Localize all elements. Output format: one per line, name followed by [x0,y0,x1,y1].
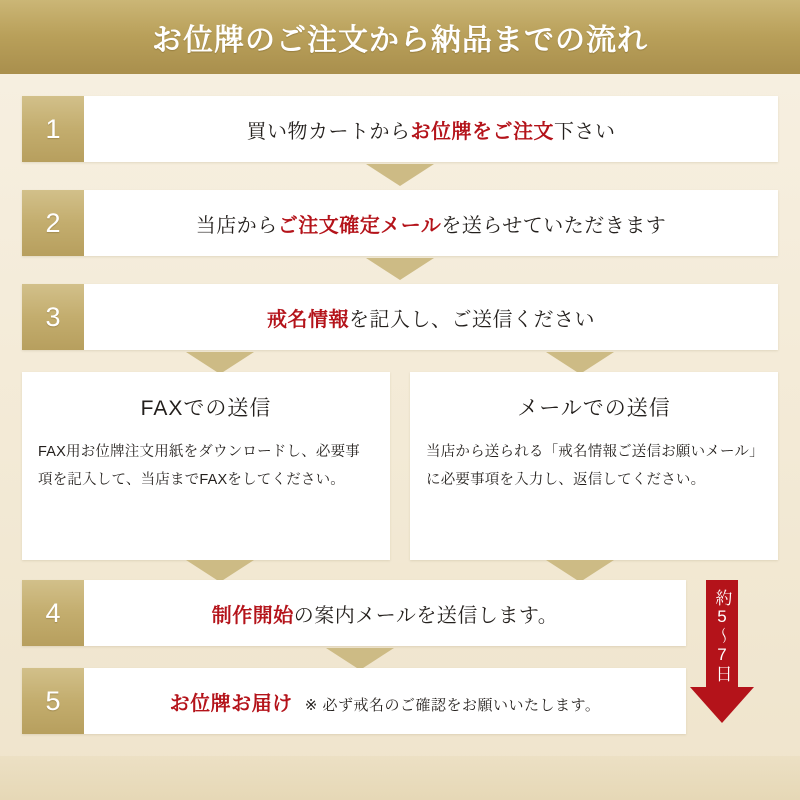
step-text-3 [267,303,595,332]
step-body-4 [84,580,686,646]
branch-text-fax: FAX用お位牌注文用紙をダウンロードし、必要事項を記入して、当店までFAXをしてください。 [38,444,360,489]
step-text-5-highlight: お位牌お届け [169,692,293,715]
step-number-1: 1 [22,96,84,162]
bottom-band [0,756,800,800]
chevron-down-icon-merge-right [546,560,614,582]
branch-box-mail [410,372,778,560]
step-number-3: 3 [22,284,84,350]
step-row-3 [22,284,778,350]
step-text-4-highlight: 制作開始 [211,604,294,627]
header-banner [0,0,800,74]
step-body-2 [84,190,778,256]
chevron-down-icon-branch-right [546,352,614,374]
step-number-5: 5 [22,668,84,734]
page-title: お位牌のご注文から納品までの流れ [152,24,648,57]
branch-title-mail: メールでの送信 [517,397,671,420]
step-text-1 [247,115,616,144]
step-text-2-pre: 当店から [195,214,278,237]
chevron-down-icon-1 [366,164,434,186]
step-row-5 [22,668,686,734]
step-text-2-highlight: ご注文確定メール [277,214,442,237]
step-text-3-highlight: 戒名情報 [267,308,349,331]
chevron-down-icon-2 [366,258,434,280]
step-row-1 [22,96,778,162]
step-note-5: ※ 必ず戒名のご確認をお願いいたします。 [304,696,601,714]
duration-arrow-head-icon [690,687,754,723]
step-text-3-post: を記入し、ご送信ください [349,308,595,331]
branch-text-mail: 当店から送られる「戒名情報ご送信お願いメール」に必要事項を入力し、返信してください。 [426,444,757,489]
duration-label: 約5〜7日 [712,589,732,683]
step-text-4-post: の案内メールを送信します。 [293,604,559,627]
step-text-1-highlight: お位牌をご注文 [410,120,554,143]
chevron-down-icon-4 [326,648,394,670]
step-number-4: 4 [22,580,84,646]
step-text-1-post: 下さい [554,120,616,143]
step-text-2-post: を送らせていただきます [441,214,667,237]
step-body-1 [84,96,778,162]
step-text-1-pre: 買い物カートから [246,120,411,143]
duration-arrow [690,580,754,730]
step-row-4 [22,580,686,646]
chevron-down-icon-merge-left [186,560,254,582]
step-row-2 [22,190,778,256]
step-number-2: 2 [22,190,84,256]
step-text-2 [196,209,667,238]
step-body-5 [84,668,686,734]
branch-box-fax [22,372,390,560]
step-text-4 [212,599,559,628]
chevron-down-icon-branch-left [186,352,254,374]
step-body-3 [84,284,778,350]
branch-title-fax: FAXでの送信 [140,397,272,420]
step-text-5 [170,687,601,716]
